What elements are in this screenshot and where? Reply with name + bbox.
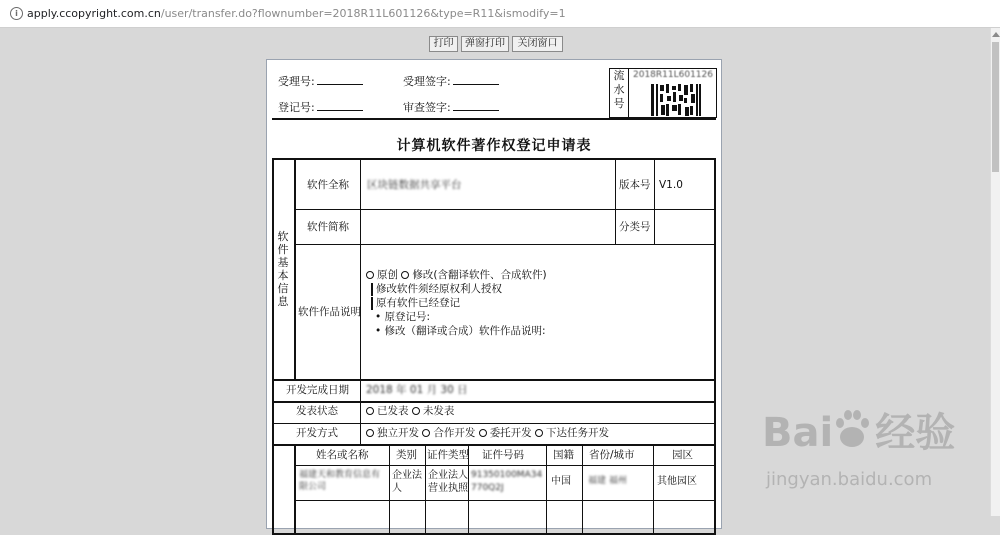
original-radio-label: 原创 — [377, 269, 398, 281]
unpublished-label: 未发表 — [422, 405, 455, 417]
dev-method-options — [366, 427, 609, 440]
work-desc-line-3: 原有软件已经登记 — [371, 297, 460, 310]
serial-number-box — [609, 68, 717, 118]
owner-id-type-value: 企业法人营业执照 — [428, 470, 468, 494]
work-desc-line-4: • 原登记号: — [375, 311, 431, 323]
software-fullname-label: 软件全称 — [307, 179, 349, 191]
modification-desc-label: 修改（翻译或合成）软件作品说明: — [384, 325, 546, 337]
work-desc-line-2: 修改软件须经原权利人授权 — [371, 283, 502, 296]
modified-radio[interactable] — [401, 271, 409, 279]
owner-header-nationality: 国籍 — [553, 449, 574, 461]
receipt-no-label: 受理号: — [278, 75, 315, 88]
serial-label — [610, 69, 629, 117]
work-desc-line-5: • 修改（翻译或合成）软件作品说明: — [375, 325, 546, 337]
owner-id-number-value: 91350100MA34770Q2J — [471, 470, 543, 493]
modified-radio-label: 修改(含翻译软件、合成软件) — [412, 269, 547, 281]
independent-radio[interactable] — [366, 429, 374, 437]
basic-info-char-2: 件 — [277, 243, 289, 256]
review-sign-blank — [453, 99, 499, 111]
published-radio[interactable] — [366, 407, 374, 415]
popup-print-button[interactable]: 弹窗打印 — [461, 36, 509, 52]
owner-section-divider — [294, 445, 296, 535]
owner-col-div-2 — [425, 445, 426, 535]
serial-label-char-1: 流 — [613, 69, 625, 82]
commissioned-radio[interactable] — [479, 429, 487, 437]
original-radio[interactable] — [366, 271, 374, 279]
url-path: /user/transfer.do?flownumber=2018R11L601126&type=R11&ismodify=1 — [160, 7, 566, 20]
watermark-site: jingyan.baidu.com — [766, 469, 933, 490]
owner-province-value: 福建 福州 — [588, 476, 627, 486]
owner-category-value: 企业法人 — [392, 470, 422, 494]
owner-col-div-5 — [582, 445, 583, 535]
owner-header-id-number: 证件号码 — [482, 449, 524, 461]
print-button[interactable]: 打印 — [429, 36, 458, 52]
receipt-sign-blank — [453, 73, 499, 85]
review-sign-label: 审查签字: — [403, 101, 451, 114]
paw-icon — [832, 407, 872, 451]
owner-header-province-city: 省份/城市 — [589, 449, 635, 461]
software-fullname-value: 区块链数据共享平台 — [367, 179, 462, 191]
commissioned-label: 委托开发 — [489, 427, 532, 439]
row-shortname — [295, 210, 714, 245]
register-no-blank — [317, 99, 363, 111]
cooperative-label: 合作开发 — [433, 427, 476, 439]
receipt-no-blank — [317, 73, 363, 85]
receipt-sign — [403, 73, 499, 89]
owner-header-line — [295, 465, 714, 466]
register-no — [278, 99, 363, 115]
basic-info-char-1: 软 — [277, 230, 289, 243]
receipt-no — [278, 73, 363, 89]
original-register-no-label: 原登记号: — [384, 311, 431, 323]
register-no-label: 登记号: — [278, 101, 315, 114]
work-desc-label: 软件作品说明 — [298, 306, 361, 318]
publish-label: 发表状态 — [296, 405, 338, 417]
row-fullname — [295, 160, 714, 210]
work-desc-line-1 — [366, 269, 547, 282]
owner-col-div-4 — [546, 445, 547, 535]
basic-info-label — [276, 230, 290, 308]
owner-header-park: 园区 — [672, 449, 693, 461]
owner-row-line — [295, 500, 714, 501]
version-value: V1.0 — [659, 179, 683, 191]
owner-header-category: 类别 — [396, 449, 417, 461]
basic-info-char-5: 信 — [277, 282, 289, 295]
header-divider — [272, 118, 716, 120]
address-bar[interactable] — [0, 0, 1000, 28]
label-col-divider — [360, 160, 361, 379]
close-window-button[interactable]: 关闭窗口 — [512, 36, 563, 52]
qr-code-icon — [650, 83, 702, 117]
software-shortname-label: 软件简称 — [307, 221, 349, 233]
assigned-radio[interactable] — [535, 429, 543, 437]
dev-date-value: 2018 年 01 月 30 日 — [366, 384, 468, 396]
owner-nationality-value: 中国 — [551, 476, 571, 487]
version-label: 版本号 — [619, 179, 651, 191]
serial-number-text: 2018R11L601126 — [633, 70, 713, 80]
receipt-sign-label: 受理签字: — [403, 75, 451, 88]
cooperative-radio[interactable] — [422, 429, 430, 437]
scroll-up-arrow-icon[interactable] — [992, 32, 1000, 37]
published-label: 已发表 — [377, 405, 409, 417]
serial-label-char-3: 号 — [613, 97, 625, 110]
basic-info-char-4: 本 — [277, 269, 289, 282]
independent-label: 独立开发 — [377, 427, 419, 439]
review-sign — [403, 99, 499, 115]
scrollbar-thumb[interactable] — [992, 42, 999, 172]
owner-header-id-type: 证件类型 — [427, 449, 469, 461]
info-icon[interactable]: i — [10, 7, 23, 20]
dev-method-label: 开发方式 — [296, 427, 338, 439]
owner-name-value: 福建天和教育信息有限公司 — [299, 470, 381, 492]
publish-options — [366, 405, 454, 418]
assigned-label: 下达任务开发 — [546, 427, 610, 439]
watermark-brand2-text: 经验 — [875, 410, 956, 456]
form-table — [272, 158, 716, 528]
baidu-jingyan-watermark — [762, 405, 992, 515]
row-publish — [272, 402, 716, 424]
owner-col-div-1 — [389, 445, 390, 535]
owner-col-div-6 — [653, 445, 654, 535]
url-host: apply.ccopyright.com.cn — [27, 7, 161, 20]
watermark-brand-text: Bai — [762, 410, 834, 456]
unpublished-radio[interactable] — [412, 407, 420, 415]
dev-date-label: 开发完成日期 — [286, 384, 349, 396]
form-title: 计算机软件著作权登记申请表 — [396, 138, 592, 154]
basic-info-char-6: 息 — [277, 295, 289, 308]
serial-label-char-2: 水 — [613, 83, 625, 96]
print-toolbar — [0, 28, 990, 54]
category-label: 分类号 — [619, 221, 651, 233]
owner-park-value: 其他园区 — [657, 476, 697, 487]
application-form-page — [266, 59, 722, 529]
owner-header-name: 姓名或名称 — [316, 449, 369, 461]
basic-info-char-3: 基 — [277, 256, 289, 269]
url-text[interactable] — [27, 7, 566, 21]
